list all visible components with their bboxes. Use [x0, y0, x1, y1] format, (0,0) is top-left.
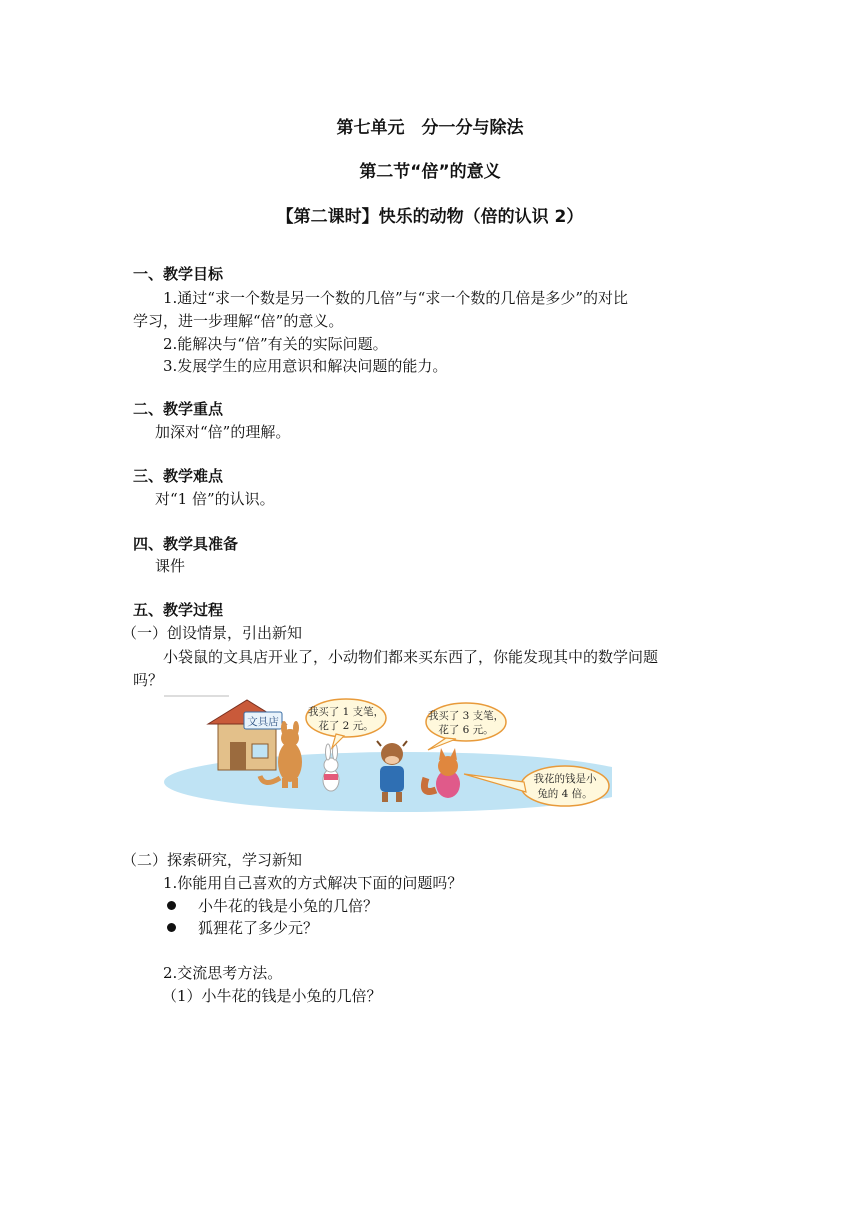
- unit-title: 第七单元 分一分与除法: [336, 118, 524, 138]
- bubble1-line2: 花了 2 元。: [318, 720, 374, 732]
- bubble2-line1: 我买了 3 支笔，: [427, 710, 505, 722]
- stationery-shop: [208, 700, 286, 770]
- section-key-points-title: 二、教学重点: [133, 400, 224, 418]
- step-2: 2.交流思考方法。: [163, 964, 283, 982]
- section-materials-title: 四、教学具准备: [133, 535, 239, 553]
- bubble3-line1: 我花的钱是小: [533, 773, 597, 785]
- objective-3: 3.发展学生的应用意识和解决问题的能力。: [163, 357, 448, 375]
- bubble3-line2: 兔的 4 倍。: [537, 788, 593, 800]
- question-intro: 1.你能用自己喜欢的方式解决下面的问题吗？: [163, 874, 463, 892]
- bullet-dot: [167, 923, 176, 932]
- speech-bubble-rabbit: [306, 699, 386, 748]
- materials-body: 课件: [155, 557, 186, 575]
- difficulty-body: 对“1 倍”的认识。: [155, 490, 275, 508]
- key-points-body: 加深对“倍”的理解。: [155, 423, 291, 441]
- shop-sign: 文具店: [247, 716, 279, 728]
- part2-title: （二）探索研究，学习新知: [122, 851, 303, 869]
- part1-line1: 小袋鼠的文具店开业了，小动物们都来买东西了，你能发现其中的数学问题: [163, 648, 659, 666]
- animals-shop-illustration: [164, 694, 612, 816]
- part1-title: （一）创设情景，引出新知: [122, 624, 303, 642]
- question-1: 小牛花的钱是小兔的几倍？: [198, 897, 379, 915]
- speech-bubble-calf: [426, 703, 506, 750]
- section-title: 第二节“倍”的意义: [359, 162, 501, 182]
- objective-1-cont: 学习，进一步理解“倍”的意义。: [133, 312, 344, 330]
- step-2-sub: （1）小牛花的钱是小兔的几倍？: [162, 987, 382, 1005]
- lesson-title: 【第二课时】快乐的动物（倍的认识 2）: [276, 207, 584, 227]
- objective-2: 2.能解决与“倍”有关的实际问题。: [163, 335, 388, 353]
- bullet-dot: [167, 901, 176, 910]
- section-process-title: 五、教学过程: [133, 601, 224, 619]
- bubble1-line1: 我买了 1 支笔，: [307, 706, 385, 718]
- part1-line2: 吗？: [133, 671, 164, 689]
- objective-1: 1.通过“求一个数是另一个数的几倍”与“求一个数的几倍是多少”的对比: [163, 289, 628, 307]
- section-difficulty-title: 三、教学难点: [133, 467, 224, 485]
- section-objectives-title: 一、教学目标: [133, 265, 224, 283]
- rabbit-figure: [323, 744, 339, 791]
- question-2: 狐狸花了多少元？: [198, 919, 319, 937]
- bubble2-line2: 花了 6 元。: [438, 724, 494, 736]
